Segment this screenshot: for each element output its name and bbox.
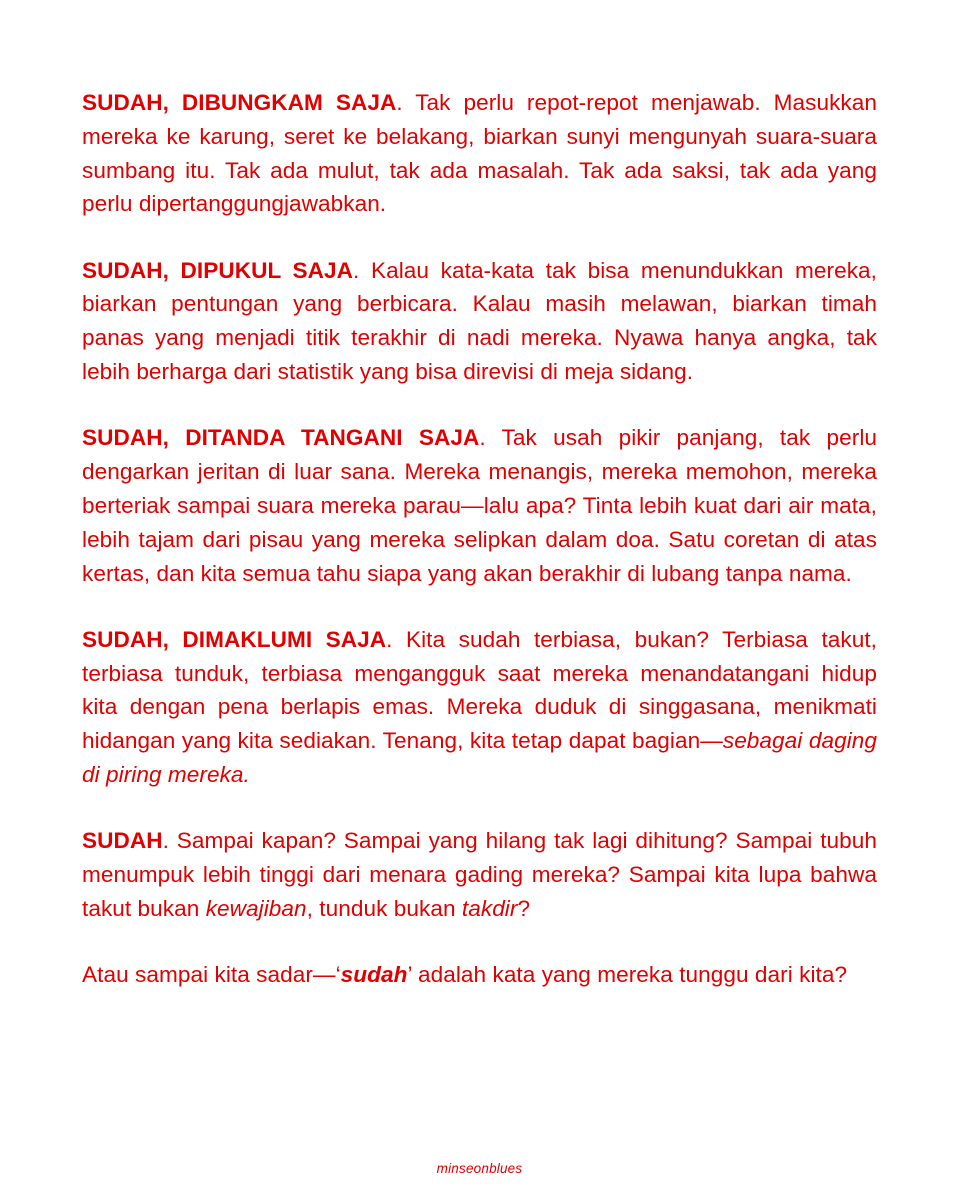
- paragraph-text: , tunduk bukan: [306, 895, 462, 921]
- paragraph-dibungkam: [82, 86, 877, 221]
- paragraph-sudah: [82, 824, 877, 925]
- paragraph-closing: [82, 958, 877, 992]
- paragraph-heading: SUDAH: [82, 828, 163, 854]
- paragraph-ditanda-tangani: [82, 421, 877, 590]
- paragraph-emphasis-word: sudah: [340, 962, 408, 988]
- paragraph-text: . Kalau kata-kata tak bisa menundukkan mereka, biarkan pentungan yang berbicara. Kalau masih melawan, biarkan timah panas yang menjadi titik terakhir di nadi mereka. Nyawa hanya angka, tak lebih berharga dari statistik yang bisa direvisi di meja sidang.: [82, 257, 877, 385]
- paragraph-text: . Kita sudah terbiasa, bukan? Terbiasa takut, terbiasa tunduk, terbiasa mengangguk saat mereka menandatangani hidup kita dengan pena berlapis emas. Mereka duduk di singgasana, menikmati hidangan yang kita sediakan. Tenang, kita tetap dapat bagian—: [82, 626, 878, 754]
- paragraph-dipukul: [82, 254, 877, 389]
- paragraph-text: ’ adalah kata yang mereka tunggu dari kita?: [407, 962, 848, 988]
- paragraph-heading: SUDAH, DIMAKLUMI SAJA: [82, 626, 387, 652]
- paragraph-text: . Sampai kapan? Sampai yang hilang tak lagi dihitung? Sampai tubuh menumpuk lebih tinggi dari menara gading mereka? Sampai kita lupa bahwa takut bukan: [82, 828, 877, 921]
- paragraph-dimaklumi: [82, 623, 877, 792]
- paragraph-text: . Tak usah pikir panjang, tak perlu dengarkan jeritan di luar sana. Mereka menangis, mereka memohon, mereka berteriak sampai suara mereka parau—lalu apa? Tinta lebih kuat dari air mata, lebih tajam dari pisau yang mereka selipkan dalam doa. Satu coretan di atas kertas, dan kita semua tahu siapa yang akan berakhir di lubang tanpa nama.: [82, 425, 877, 586]
- paragraph-text: Atau sampai kita sadar—‘: [82, 962, 341, 988]
- paragraph-italic-word: takdir: [461, 895, 518, 921]
- paragraph-italic-text: sebagai daging di piring mereka.: [82, 728, 877, 788]
- paragraph-heading: SUDAH, DITANDA TANGANI SAJA: [82, 425, 480, 451]
- author-signature: minseonblues: [436, 1161, 523, 1176]
- paragraph-italic-word: kewajiban: [205, 895, 307, 921]
- paragraph-text: . Tak perlu repot-repot menjawab. Masukkan mereka ke karung, seret ke belakang, biarkan sunyi mengunyah suara-suara sumbang itu. Tak ada mulut, tak ada masalah. Tak ada saksi, tak ada yang perlu dipertanggungjawabkan.: [82, 90, 877, 217]
- paragraph-heading: SUDAH, DIBUNGKAM SAJA: [82, 90, 397, 115]
- paragraph-heading: SUDAH, DIPUKUL SAJA: [82, 257, 354, 283]
- paragraph-text: ?: [517, 895, 531, 921]
- essay-body: [82, 86, 877, 1025]
